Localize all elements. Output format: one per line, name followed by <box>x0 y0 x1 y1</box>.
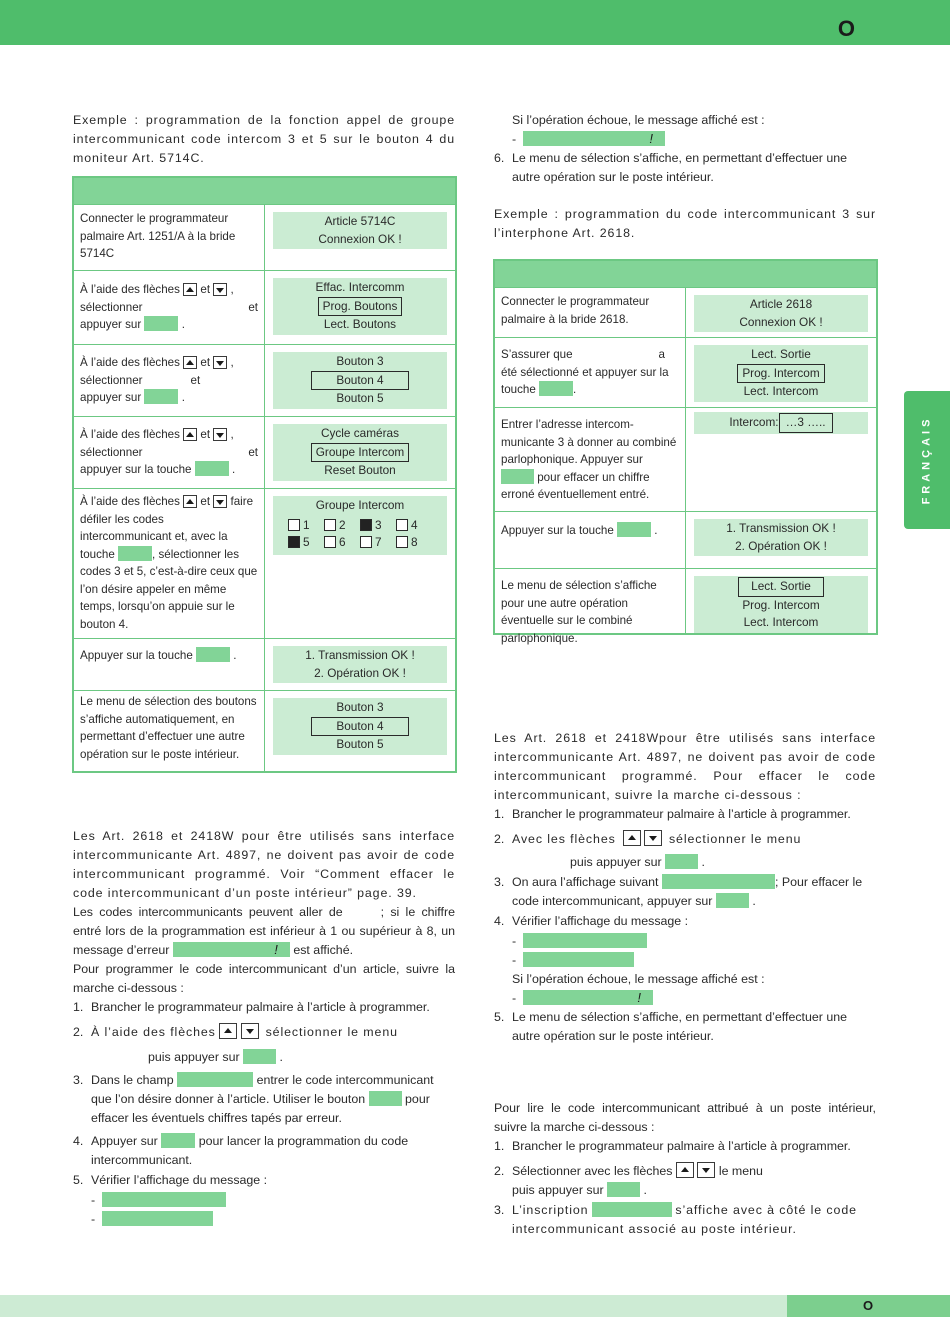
steps-list <box>494 805 876 931</box>
paragraph: est affiché. <box>293 943 354 957</box>
list-item: 4. Appuyer sur pour lancer la programmation du code intercommunicant. <box>73 1134 409 1167</box>
step-text: puis appuyer sur <box>570 855 662 869</box>
checkbox-5[interactable] <box>288 536 300 548</box>
arrow-down-icon <box>241 1023 259 1039</box>
list-item: 1. Brancher le programmateur palmaire à l’article à programmer. <box>73 1000 430 1014</box>
dash: - <box>512 132 517 146</box>
exclamation: ! <box>649 131 654 146</box>
arrow-down-icon <box>213 283 227 296</box>
step-text: s’affiche avec à côté le code intercommunicant associé au poste intérieur. <box>512 1203 857 1236</box>
paragraph: Si l’opération échoue, le message affiché est : <box>512 113 765 127</box>
checkbox-7[interactable] <box>360 536 372 548</box>
message-placeholder <box>523 990 653 1005</box>
display-line: Lect. Intercom <box>743 384 819 398</box>
display-line: Reset Bouton <box>324 463 396 477</box>
display-line: Lect. Sortie <box>751 347 811 361</box>
step-text: Le menu de sélection s’affiche, en permettant d’effectuer une autre opération sur le poste intérieur. <box>512 151 847 184</box>
table-row: À l’aide des flèches et , sélectionner et appuyer sur . Bouton 3 Bouton 4 Bouton 5 <box>74 344 455 416</box>
list-item: 5. Le menu de sélection s’affiche, en permettant d’effectuer une autre opération sur le poste intérieur. <box>494 1010 847 1043</box>
table-row <box>74 690 455 773</box>
list-item: 3. L’inscription s’affiche avec à côté le code intercommunicant associé au poste intérieur. <box>494 1203 857 1236</box>
display-panel <box>273 496 447 555</box>
step-text: À l’aide des flèches <box>80 283 180 296</box>
dash: - <box>91 1193 96 1207</box>
checkbox-2[interactable] <box>324 519 336 531</box>
arrow-up-icon <box>183 428 197 441</box>
left-section-intercom-code <box>73 827 455 1229</box>
display-placeholder <box>592 1202 672 1217</box>
display-line: Lect. Boutons <box>323 317 397 331</box>
step-text: Connecter le programmateur palmaire à la bride 2618. <box>495 288 686 337</box>
step-text: et <box>248 445 258 459</box>
display-panel <box>273 212 447 249</box>
step-text: puis appuyer sur <box>148 1050 240 1064</box>
table-row <box>495 287 876 337</box>
message-placeholder <box>523 952 634 967</box>
right-section-erase-code <box>494 729 876 1047</box>
step-text: a été sélectionné et appuyer sur la touche <box>501 348 669 396</box>
display-panel <box>273 698 447 755</box>
right-top <box>494 111 876 243</box>
arrow-down-icon <box>213 356 227 369</box>
paragraph: Les codes intercommunicants peuvent aller de <box>73 905 343 919</box>
list-item: 3. On aura l’affichage suivant ; Pour effacer le code intercommunicant, appuyer sur . <box>494 875 863 908</box>
list-item: 3. Dans le champ entrer le code intercommunicant que l’on désire donner à l’article. Utiliser le bouton pour effacer les éventuels chiffres tapés par erreur. <box>73 1073 434 1125</box>
key-placeholder <box>195 461 229 476</box>
list-item: 4. Vérifier l’affichage du message : <box>494 914 689 928</box>
display-line: Groupe Intercom <box>315 498 405 512</box>
step-text: Appuyer sur <box>91 1134 158 1148</box>
step-text: Avec les flèches <box>512 832 616 846</box>
intro-paragraph: Exemple : programmation de la fonction appel de groupe intercommunicant code intercom 3 et 5 sur le bouton 4 du moniteur Art. 5714C. <box>73 113 455 165</box>
paragraph: ; si le chiffre entré lors de la programmation est inférieur à 1 ou supérieur à 8, un message d’erreur <box>73 905 455 957</box>
checkbox-3[interactable] <box>360 519 372 531</box>
intercom-value-field[interactable]: …3 ….. <box>779 413 833 433</box>
step-text: Brancher le programmateur palmaire à l’article à programmer. <box>512 807 851 821</box>
display-line: 2. Opération OK ! <box>314 665 406 680</box>
steps-list <box>494 1137 876 1239</box>
key-placeholder <box>161 1133 195 1148</box>
step-text: L’inscription <box>512 1203 589 1217</box>
step-text: Sélectionner avec les flèches <box>512 1164 673 1178</box>
step-text: Vérifier l’affichage du message : <box>91 1173 268 1187</box>
display-line: Effac. Intercomm <box>315 280 405 294</box>
step-text: sélectionner <box>80 373 143 387</box>
step-text: Dans le champ <box>91 1073 174 1087</box>
steps-list <box>73 998 455 1190</box>
checkbox-label: 1 <box>303 517 310 532</box>
checkbox-label: 7 <box>375 535 382 549</box>
language-tab[interactable] <box>904 391 950 529</box>
dash: - <box>91 1212 96 1226</box>
table-row <box>495 568 876 645</box>
step-text: entrer le code intercommunicant que l’on désire donner à l’article. Utiliser le bouton <box>91 1073 434 1106</box>
key-placeholder <box>617 522 651 537</box>
programming-table-1 <box>72 176 457 773</box>
display-panel <box>694 576 868 633</box>
key-placeholder <box>196 647 230 662</box>
display-line: Connexion OK ! <box>739 314 823 329</box>
step-text: S’assurer que <box>501 348 573 361</box>
message-line <box>494 932 876 951</box>
intro-paragraph: Exemple : programmation du code intercommunicant 3 sur l’interphone Art. 2618. <box>494 207 876 240</box>
key-placeholder <box>243 1049 276 1064</box>
list-item: 5. Vérifier l’affichage du message : <box>73 1173 268 1187</box>
step-text: Vérifier l’affichage du message : <box>512 914 689 928</box>
paragraph: Si l’opération échoue, le message affiché est : <box>512 972 765 986</box>
display-line: Cycle caméras <box>320 426 399 440</box>
display-line: 1. Transmission OK ! <box>305 648 415 662</box>
list-item: 2. Avec les flèches sélectionner le menu puis appuyer sur . <box>494 832 802 869</box>
paragraph: Pour programmer le code intercommunicant d’un article, suivre la marche ci-dessous : <box>73 962 455 995</box>
list-item: 1. Brancher le programmateur palmaire à l’article à programmer. <box>494 1139 851 1153</box>
arrow-down-icon <box>213 428 227 441</box>
step-text: appuyer sur <box>80 391 142 404</box>
footer-page-box <box>787 1295 950 1317</box>
left-intro <box>73 111 455 168</box>
display-panel <box>273 646 447 683</box>
step-text: faire défiler les codes intercommunicant et, avec la touche <box>80 495 254 561</box>
step-text: Le menu de sélection s’affiche, en permettant d’effectuer une autre opération sur le poste intérieur. <box>512 1010 847 1043</box>
key-placeholder <box>144 389 178 404</box>
footer-bar <box>0 1295 950 1317</box>
step-text: pour lancer la programmation du code intercommunicant. <box>91 1134 409 1167</box>
display-selected-line: Groupe Intercom <box>311 443 410 463</box>
step-text: Brancher le programmateur palmaire à l’article à programmer. <box>512 1139 851 1153</box>
arrow-up-icon <box>183 495 197 508</box>
display-panel <box>694 345 868 402</box>
step-text: le menu <box>718 1164 763 1178</box>
field-placeholder <box>177 1072 253 1087</box>
exclamation: ! <box>637 990 642 1005</box>
display-selected-line: Bouton 4 <box>311 371 408 391</box>
step-text: À l’aide des flèches <box>80 428 180 441</box>
list-item: 2. À l’aide des flèches sélectionner le menu puis appuyer sur . <box>73 1025 398 1064</box>
step-text: Appuyer sur la touche <box>501 524 614 537</box>
key-placeholder <box>539 381 573 396</box>
arrow-down-icon <box>697 1162 715 1178</box>
checkbox-label: 5 <box>303 535 310 549</box>
key-placeholder <box>665 854 698 869</box>
step-text: sélectionner <box>80 445 143 459</box>
error-message-placeholder <box>173 942 290 957</box>
step-text: On aura l’affichage suivant <box>512 875 659 889</box>
step-text: , sélectionner les codes 3 et 5, c’est-à-dire ceux que l’on désire appeler en même temps, lorsqu’on appuie sur le bouton 4. <box>80 547 258 631</box>
checkbox-1[interactable] <box>288 519 300 531</box>
key-placeholder <box>144 316 178 331</box>
table-row: S’assurer que a été sélectionné et appuyer sur la touche . Lect. Sortie Prog. Intercom Lect. Intercom <box>495 337 876 407</box>
step-text: sélectionner <box>80 300 143 314</box>
message-placeholder <box>102 1192 226 1207</box>
checkbox-label: 4 <box>411 517 418 532</box>
step-text: Entrer l’adresse intercom-municante 3 à donner au combiné parlophonique. Appuyer sur <box>501 418 677 466</box>
display-line: Lect. Intercom <box>743 615 819 629</box>
page-letter: O <box>837 16 855 41</box>
display-line: Bouton 3 <box>336 700 384 714</box>
display-panel <box>273 424 447 481</box>
key-placeholder <box>501 469 534 484</box>
arrow-up-icon <box>183 283 197 296</box>
checkbox-label: 2 <box>339 517 346 532</box>
checkbox-label: 6 <box>339 535 346 549</box>
step-text: et <box>248 300 258 314</box>
display-panel <box>273 352 447 409</box>
steps-list <box>494 149 876 187</box>
step-text: puis appuyer sur <box>512 1183 604 1197</box>
footer-page-letter: O <box>863 1298 874 1313</box>
display-selected-line: Prog. Intercom <box>737 364 824 384</box>
step-text: À l’aide des flèches <box>80 495 180 508</box>
checkbox-label: 3 <box>375 517 382 532</box>
step-text: et <box>200 495 211 508</box>
table-row: À l’aide des flèches et , sélectionner et appuyer sur la touche . Cycle caméras Groupe Intercom Reset Bouton <box>74 416 455 488</box>
step-text: sélectionner le menu <box>265 1025 398 1039</box>
display-line: Bouton 5 <box>336 391 384 405</box>
message-line <box>73 1191 455 1210</box>
checkbox-8[interactable] <box>396 536 408 548</box>
table-row: À l’aide des flèches et , sélectionner et appuyer sur . Effac. Intercomm Prog. Boutons Lect. Boutons <box>74 270 455 344</box>
checkbox-6[interactable] <box>324 536 336 548</box>
display-panel <box>694 519 868 556</box>
checkbox-label: 8 <box>411 535 418 549</box>
language-tab-label: FRANÇAIS <box>920 415 933 505</box>
display-panel <box>273 278 447 335</box>
step-text: sélectionner le menu <box>668 832 802 846</box>
step-text: Connecter le programmateur palmaire Art. 1251/A à la bride 5714C <box>74 205 265 270</box>
dash: - <box>512 991 517 1005</box>
display-line: Article 5714C <box>324 214 396 228</box>
step-text: À l’aide des flèches <box>91 1025 216 1039</box>
table-row <box>495 407 876 511</box>
paragraph: Les Art. 2618 et 2418W pour être utilisés sans interface intercommunicante Art. 4897, ne doivent pas avoir de code intercommunicant programmé. Voir “Comment effacer le code intercommunicant d’un poste intérieur” page. 39. <box>73 829 455 900</box>
table-header <box>74 178 455 204</box>
display-selected-line: Lect. Sortie <box>738 577 824 597</box>
display-placeholder <box>662 874 775 889</box>
message-placeholder <box>523 933 647 948</box>
dash: - <box>512 953 517 967</box>
message-line <box>494 951 876 970</box>
display-line: Bouton 5 <box>336 737 384 751</box>
header-bar <box>0 0 950 45</box>
checkbox-4[interactable] <box>396 519 408 531</box>
display-selected-line: Prog. Boutons <box>318 297 403 317</box>
step-text: À l’aide des flèches <box>80 356 180 369</box>
display-panel <box>694 295 868 332</box>
table-row <box>74 204 455 270</box>
display-selected-line: Bouton 4 <box>311 717 408 737</box>
step-text: Brancher le programmateur palmaire à l’article à programmer. <box>91 1000 430 1014</box>
step-text: et <box>190 373 201 387</box>
step-text: et <box>200 283 211 296</box>
step-text: Le menu de sélection s’affiche pour une autre opération éventuelle sur le combiné parlophonique. <box>495 569 686 635</box>
intercom-code-checkboxes <box>273 515 447 554</box>
display-line: Bouton 3 <box>336 354 384 368</box>
message-placeholder <box>102 1211 213 1226</box>
arrow-down-icon <box>213 495 227 508</box>
display-line: Article 2618 <box>749 297 813 311</box>
list-item: 1. Brancher le programmateur palmaire à l’article à programmer. <box>494 807 851 821</box>
key-placeholder <box>369 1091 402 1106</box>
display-line: 2. Opération OK ! <box>735 538 827 553</box>
steps-list <box>494 1008 876 1046</box>
display-line: Prog. Intercom <box>742 597 820 612</box>
key-placeholder <box>716 893 749 908</box>
step-text: ; Pour effacer le code intercommunicant, appuyer sur <box>512 875 863 908</box>
exclamation: ! <box>274 942 278 957</box>
arrow-up-icon <box>676 1162 694 1178</box>
table-row <box>74 488 455 638</box>
display-line: 1. Transmission OK ! <box>726 521 836 535</box>
table-row: Appuyer sur la touche . 1. Transmission OK ! 2. Opération OK ! <box>74 638 455 690</box>
message-line <box>494 130 876 149</box>
step-text: Appuyer sur la touche <box>80 649 193 662</box>
message-line <box>73 1210 455 1229</box>
arrow-down-icon <box>644 830 662 846</box>
list-item: 6. Le menu de sélection s’affiche, en permettant d’effectuer une autre opération sur le poste intérieur. <box>494 151 847 184</box>
paragraph: Les Art. 2618 et 2418Wpour être utilisés sans interface intercommunicante Art. 4897, ne doivent pas avoir de code intercommunicant programmé. Pour effacer le code intercommunicant, suivre la marche ci-dessous : <box>494 731 876 802</box>
right-section-read-code <box>494 1099 876 1240</box>
message-placeholder <box>523 131 665 146</box>
arrow-up-icon <box>623 830 641 846</box>
step-text: et <box>200 428 211 441</box>
step-text: Le menu de sélection des boutons s’affiche automatiquement, en permettant d’effectuer une autre opération sur le poste intérieur. <box>74 691 265 773</box>
display-panel <box>694 412 868 434</box>
step-text: et <box>200 356 211 369</box>
arrow-up-icon <box>183 356 197 369</box>
display-label: Intercom: <box>729 415 779 429</box>
programming-table-2 <box>493 259 878 645</box>
display-line: Connexion OK ! <box>318 231 402 246</box>
arrow-up-icon <box>219 1023 237 1039</box>
table-header <box>495 261 876 287</box>
step-text: pour effacer un chiffre erroné éventuellement entré. <box>501 470 650 501</box>
table-row: Appuyer sur la touche . 1. Transmission OK ! 2. Opération OK ! <box>495 511 876 568</box>
step-text: appuyer sur <box>80 318 142 331</box>
paragraph: Pour lire le code intercommunicant attribué à un poste intérieur, suivre la marche ci-dessous : <box>494 1101 876 1134</box>
list-item: 2. Sélectionner avec les flèches le menu puis appuyer sur . <box>494 1164 763 1197</box>
key-placeholder <box>607 1182 640 1197</box>
dash: - <box>512 934 517 948</box>
key-placeholder <box>118 546 152 561</box>
step-text: appuyer sur la touche <box>80 463 192 476</box>
step-text: pour effacer les éventuels chiffres tapés par erreur. <box>91 1092 430 1125</box>
message-line <box>494 989 876 1008</box>
